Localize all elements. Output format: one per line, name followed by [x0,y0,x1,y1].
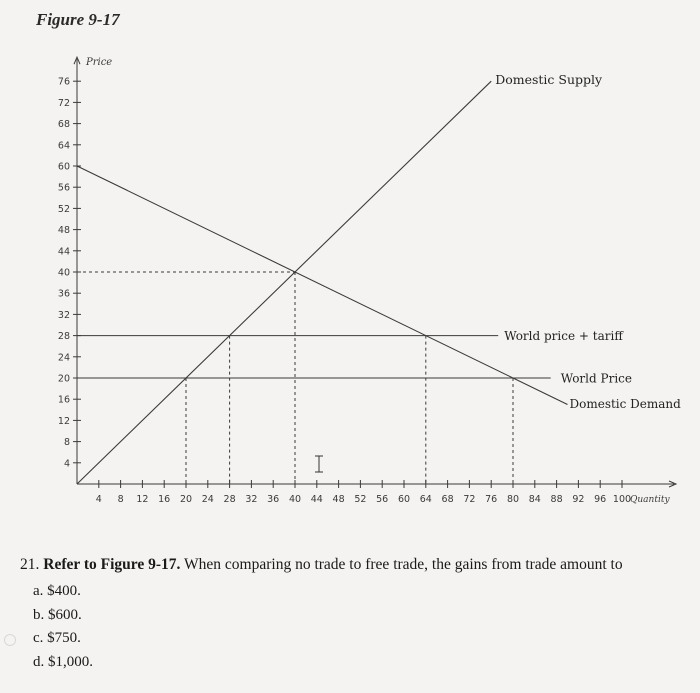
lines-layer [77,81,568,484]
y-tick-label: 72 [57,97,70,109]
x-tick-label: 96 [594,494,607,505]
option-b-letter: b. [33,606,45,623]
x-tick-label: 12 [136,494,149,505]
x-tick-label: 56 [376,494,389,505]
option-b-text: $600. [48,606,82,623]
y-tick-label: 64 [57,140,70,152]
series-label: Domestic Supply [495,72,603,88]
x-tick-label: 44 [310,494,323,505]
y-tick-label: 28 [57,331,70,343]
axes-layer [73,57,676,488]
option-c-text: $750. [47,630,81,646]
y-tick-label: 56 [57,182,70,194]
x-tick-label: 88 [550,494,563,505]
y-tick-label: 16 [57,394,70,406]
x-tick-label: 52 [354,494,367,505]
x-tick-label: 20 [179,494,193,505]
option-c-letter: c. [33,630,44,646]
x-tick-label: 32 [245,494,258,505]
series-line [77,166,568,405]
x-tick-label: 36 [267,494,280,505]
series-line [77,81,491,484]
y-tick-label: 32 [57,309,70,321]
x-tick-label: 60 [397,494,411,505]
price-line-label: World Price [560,371,632,386]
y-tick-label: 12 [57,415,70,427]
y-tick-label: 36 [57,288,70,300]
y-tick-label: 48 [57,225,70,237]
y-tick-label: 20 [57,373,70,385]
option-c-radio[interactable] [4,634,16,646]
option-a[interactable] [33,580,93,604]
y-tick-label: 44 [57,246,70,258]
option-d-text: $1,000. [48,653,93,670]
x-tick-label: 48 [332,494,345,505]
text-cursor-icon [315,456,323,472]
x-tick-label: 40 [288,494,302,505]
series-label: Domestic Demand [569,397,681,411]
y-tick-label: 24 [57,352,70,364]
x-tick-label: 84 [528,494,541,505]
option-c[interactable] [33,627,93,651]
y-tick-label: 60 [57,161,70,173]
y-tick-label: 8 [63,437,70,449]
y-tick-label: 52 [57,203,70,215]
x-tick-label: 8 [117,494,124,505]
x-tick-label: 64 [419,494,432,505]
y-tick-label: 68 [57,119,70,131]
x-tick-label: 16 [158,494,171,505]
x-tick-label: 4 [95,494,102,505]
x-tick-label: 92 [572,494,585,505]
question-lead: Refer to Figure 9-17. [43,556,181,573]
x-tick-label: 72 [463,494,476,505]
question-body: When comparing no trade to free trade, the gains from trade amount to [184,556,623,573]
y-tick-label: 76 [57,76,70,88]
x-tick-label: 28 [223,494,236,505]
option-d[interactable] [33,651,93,675]
x-axis-label: Quantity [630,495,670,505]
x-tick-label: 68 [441,494,454,505]
y-tick-label: 40 [57,267,70,279]
answer-options [33,580,93,674]
figure-title: Figure 9-17 [36,10,120,29]
labels-layer [58,57,681,505]
option-d-letter: d. [33,653,45,670]
x-tick-label: 80 [506,494,520,505]
x-tick-label: 24 [201,494,214,505]
option-a-letter: a. [33,583,44,599]
y-tick-label: 4 [63,458,70,470]
price-line-label: World price + tariff [504,329,623,344]
y-axis-label: Price [86,57,113,69]
option-b[interactable] [33,604,93,628]
option-a-text: $400. [47,583,81,599]
question-number: 21. [20,556,40,573]
x-tick-label: 100 [612,494,632,505]
question-text [20,556,623,574]
x-tick-label: 76 [485,494,498,505]
